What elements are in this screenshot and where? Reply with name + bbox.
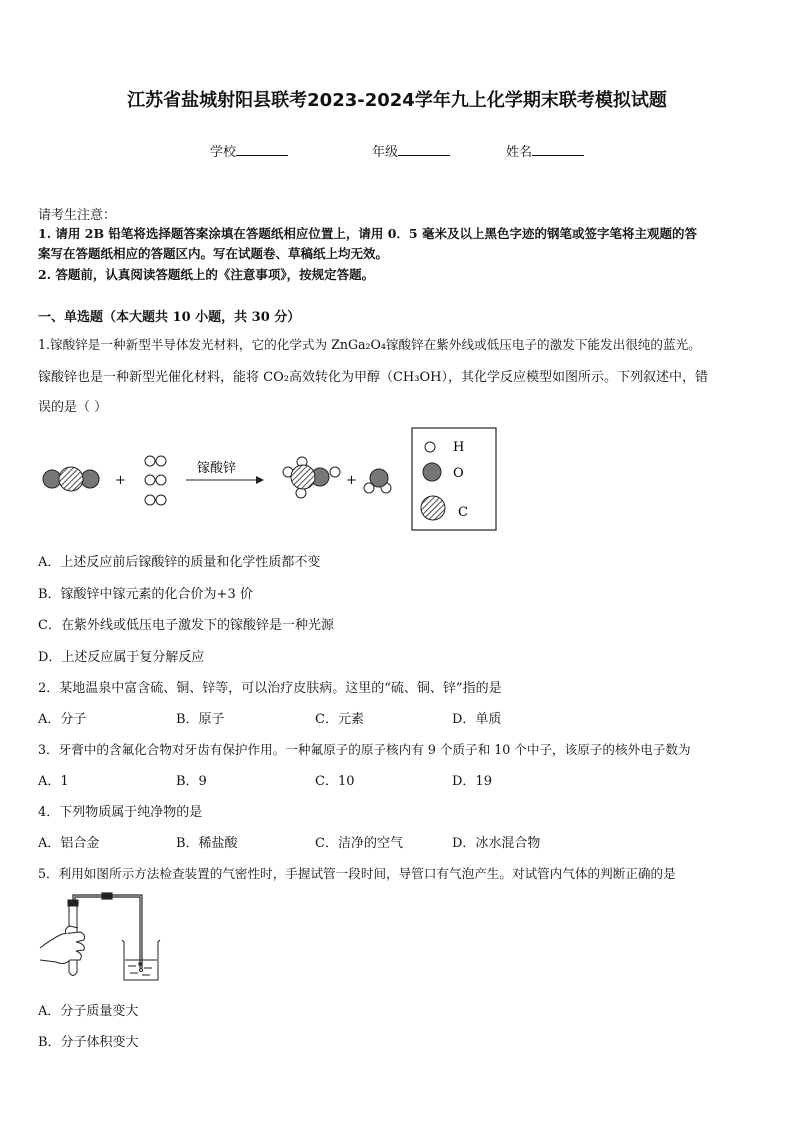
q1-stem-line-1: 1.镓酸锌是一种新型半导体发光材料，它的化学式为 ZnGa₂O₄镓酸锌在紫外线或低压电子的激发下能发出很纯的蓝光。 xyxy=(38,337,701,352)
grade-label: 年级 xyxy=(372,145,399,160)
q2-option-d: D．单质 xyxy=(452,712,502,727)
school-label: 学校 xyxy=(210,145,237,160)
q2-option-a: A．分子 xyxy=(38,712,87,727)
legend-o-symbol xyxy=(423,463,441,481)
q1-option-d: D．上述反应属于复分解反应 xyxy=(38,650,205,665)
plus-sign-2: + xyxy=(346,473,357,488)
legend-box xyxy=(412,428,496,530)
q5-stem: 5．利用如图所示方法检查装置的气密性时，手握试管一段时间，导管口有气泡产生。对试管内气体的判断正确的是 xyxy=(38,866,676,881)
name-label: 姓名 xyxy=(506,145,533,160)
q4-option-c: C．洁净的空气 xyxy=(315,836,403,851)
h2-molecules xyxy=(145,456,166,505)
legend-o-label: O xyxy=(453,466,464,481)
reaction-model-diagram xyxy=(30,420,510,535)
reaction-arrow xyxy=(186,476,264,484)
q1-option-a: A．上述反应前后镓酸锌的质量和化学性质都不变 xyxy=(38,555,321,570)
name-field xyxy=(506,141,584,160)
q3-option-d: D．19 xyxy=(452,774,492,789)
school-field xyxy=(210,141,288,160)
school-blank xyxy=(236,143,288,156)
notice-item-1: 1. 请用 2B 铅笔将选择题答案涂填在答题纸相应位置上，请用 0．5 毫米及以上黑色字迹的钢笔或签字笔将主观题的答 xyxy=(38,226,697,241)
q2-stem: 2．某地温泉中富含硫、铜、锌等，可以治疗皮肤病。这里的“硫、铜、锌”指的是 xyxy=(38,681,502,696)
q4-stem: 4．下列物质属于纯净物的是 xyxy=(38,805,203,820)
co2-molecule xyxy=(43,467,99,491)
notice-heading: 请考生注意： xyxy=(38,208,117,223)
beaker xyxy=(122,940,160,980)
q1-option-b: B．镓酸锌中镓元素的化合价为+3 价 xyxy=(38,587,253,602)
q2-option-b: B．原子 xyxy=(176,712,225,727)
water-molecule xyxy=(364,469,391,493)
page-title: 江苏省盐城射阳县联考2023-2024学年九上化学期末联考模拟试题 xyxy=(127,90,667,111)
q2-option-c: C．元素 xyxy=(315,712,364,727)
name-blank xyxy=(532,143,584,156)
q5-option-a: A．分子质量变大 xyxy=(38,1004,139,1019)
q1-stem-line-2: 镓酸锌也是一种新型光催化材料，能将 CO₂高效转化为甲醇（CH₃OH），其化学反应模型如图所示。下列叙述中，错 xyxy=(38,370,708,385)
q4-option-a: A．铝合金 xyxy=(38,836,100,851)
legend-c-symbol xyxy=(421,496,445,520)
legend-h-label: H xyxy=(453,440,465,455)
q1-option-c: C．在紫外线或低压电子激发下的镓酸锌是一种光源 xyxy=(38,618,334,633)
section-heading: 一、单选题（本大题共 10 小题，共 30 分） xyxy=(38,310,301,325)
q3-option-b: B．9 xyxy=(176,774,207,789)
legend-h-symbol xyxy=(425,442,435,452)
plus-sign-1: + xyxy=(115,473,126,488)
grade-blank xyxy=(398,143,450,156)
methanol-molecule xyxy=(283,457,340,498)
q1-stem-line-3: 误的是（ ） xyxy=(38,400,108,415)
q5-option-b: B．分子体积变大 xyxy=(38,1035,139,1050)
q3-stem: 3．牙膏中的含氟化合物对牙齿有保护作用。一种氟原子的原子核内有 9 个质子和 10 个中子，该原子的核外电子数为 xyxy=(38,742,691,757)
legend-c-label: C xyxy=(458,505,468,520)
hand-drawing xyxy=(40,926,85,964)
notice-item-1-cont: 案写在答题纸相应的答题区内。写在试题卷、草稿纸上均无效。 xyxy=(38,246,389,261)
delivery-tube xyxy=(73,893,142,968)
q3-option-c: C．10 xyxy=(315,774,355,789)
airtightness-apparatus-diagram xyxy=(36,890,166,988)
catalyst-label: 镓酸锌 xyxy=(197,461,237,476)
q3-option-a: A．1 xyxy=(38,774,69,789)
grade-field xyxy=(372,141,450,160)
q4-option-d: D．冰水混合物 xyxy=(452,836,541,851)
notice-item-2: 2. 答题前，认真阅读答题纸上的《注意事项》，按规定答题。 xyxy=(38,267,375,282)
q4-option-b: B．稀盐酸 xyxy=(176,836,238,851)
